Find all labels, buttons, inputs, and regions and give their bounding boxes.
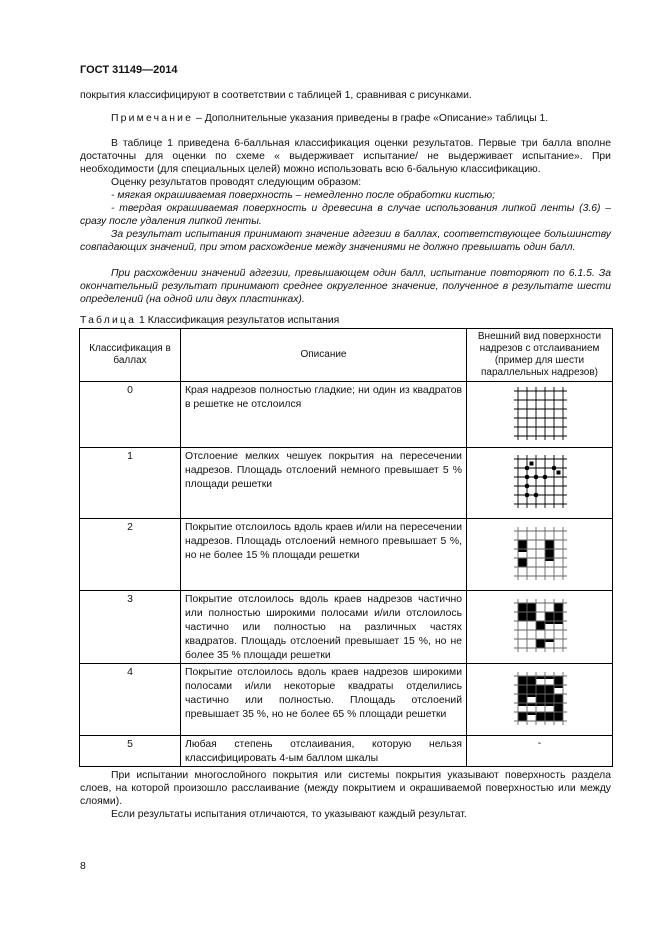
- score-cell: 2: [80, 519, 181, 591]
- peeled-area: [554, 712, 563, 721]
- peeled-edge: [527, 712, 536, 715]
- description-cell: Покрытие отслоилось вдоль краев и/или на пересечении надрезов. Площадь отслоений немного превышает 5 %, но не более 15 % площади решетки: [181, 519, 467, 591]
- peeled-area: [536, 621, 545, 630]
- peeled-area: [527, 612, 536, 621]
- peeled-area: [554, 703, 563, 712]
- table-caption: [80, 314, 339, 327]
- crosscut-grid-illustration: [510, 595, 570, 655]
- intro-paragraph: покрытия классифицируют в соответствии с таблицей 1, сравнивая с рисунками.: [80, 90, 472, 101]
- note-label: Примечание: [111, 113, 194, 124]
- appearance-cell: [467, 382, 613, 448]
- peeled-area: [545, 540, 554, 549]
- list-item-1: - мягкая окрашиваемая поверхность – немедленно после обработки кистью;: [111, 190, 495, 201]
- table-caption-label: Таблица: [80, 315, 137, 326]
- table-row: [80, 382, 613, 448]
- peeled-edge: [554, 685, 563, 688]
- peeled-area: [545, 712, 554, 721]
- paragraph-5: При испытании многослойного покрытия или системы покрытия указывают поверхность раздела слоев, на которой произошло расслаивание (между покрытием и окрашиваемой поверхностью или между слоями).: [80, 770, 611, 807]
- list-item-2: - твердая окрашиваемая поверхность и древесина в случае использования липкой ленты (3.6) – сразу после удаления липкой ленты.: [80, 203, 611, 227]
- peeled-edge: [545, 676, 554, 679]
- peeled-edge: [545, 558, 554, 561]
- peeled-edge: [536, 703, 545, 706]
- appearance-cell: [467, 519, 613, 591]
- score-cell: 5: [80, 736, 181, 767]
- peeled-area: [518, 694, 527, 703]
- peeled-area: [556, 471, 560, 475]
- paragraph-4: При расхождении значений адгезии, превышающем один балл, испытание повторяют по 6.1.5. За окончательный результат принимают среднее округленное значение, полученное в результате шести определений (на одной или двух пластинках).: [80, 268, 611, 305]
- peeled-area: [529, 462, 533, 466]
- table-row: [80, 448, 613, 519]
- description-cell: Края надрезов полностью гладкие; ни один из квадратов в решетке не отслоился: [181, 382, 467, 448]
- description-cell: Отслоение мелких чешуек покрытия на пересечении надрезов. Площадь отслоений немного превышает 5 % площади решетки: [181, 448, 467, 519]
- description-cell: Покрытие отслоилось вдоль краев надрезов широкими полосами и/или некоторые квадраты отделились частично или полностью. Площадь отслоений превышает 35 %, но не более 65 % площади решетки: [181, 664, 467, 736]
- peeled-area: [518, 612, 527, 621]
- peeled-area: [518, 712, 527, 721]
- table-row: [80, 736, 613, 767]
- header-score: Классификация в баллах: [80, 329, 181, 382]
- document-header: ГОСТ 31149—2014: [80, 64, 178, 76]
- peeled-edge: [545, 639, 554, 642]
- table-caption-text: 1 Классификация результатов испытания: [136, 315, 340, 326]
- paragraph-1: В таблице 1 приведена 6-балльная классификация оценки результатов. Первые три балла вполне достаточны для оценки по схеме « выдерживает испытание/ не выдерживает испытание». При необходимости (для специальных целей) можно использовать всю 6-бальную классификацию.: [80, 138, 611, 175]
- crosscut-grid-illustration: [510, 523, 570, 583]
- table-header-row: [80, 329, 613, 382]
- crosscut-grid-illustration: [510, 451, 570, 511]
- peeled-area: [518, 603, 527, 612]
- peeled-area: [518, 685, 527, 694]
- appearance-cell: [467, 664, 613, 736]
- peeled-area: [554, 612, 563, 621]
- peeled-area: [527, 603, 536, 612]
- peeled-area: [536, 694, 545, 703]
- peeled-area: [554, 694, 563, 703]
- peeled-edge: [527, 703, 536, 706]
- header-description: Описание: [181, 329, 467, 382]
- classification-table: [79, 328, 613, 767]
- peeled-area: [554, 676, 563, 685]
- peeled-edge: [527, 694, 536, 697]
- paragraph-6: Если результаты испытания отличаются, то указывают каждый результат.: [111, 809, 467, 820]
- page-number: 8: [80, 861, 86, 872]
- table-row: [80, 664, 613, 736]
- table-row: [80, 591, 613, 664]
- peeled-area: [554, 603, 563, 612]
- peeled-area: [527, 676, 536, 685]
- appearance-cell: [467, 591, 613, 664]
- peeled-area: [518, 676, 527, 685]
- score-cell: 1: [80, 448, 181, 519]
- peeled-area: [536, 685, 545, 694]
- paragraph-2: Оценку результатов проводят следующим образом:: [111, 177, 362, 188]
- peeled-edge: [545, 703, 554, 706]
- peeled-area: [545, 549, 554, 558]
- peeled-area: [527, 685, 536, 694]
- header-appearance: Внешний вид поверхности надрезов с отслаиванием (пример для шести параллельных надрезов): [467, 329, 613, 382]
- peeled-area: [536, 639, 545, 648]
- peeled-edge: [554, 621, 563, 624]
- crosscut-grid-illustration: [510, 383, 570, 443]
- appearance-cell: [467, 448, 613, 519]
- peeled-edge: [518, 549, 527, 552]
- peeled-area: [536, 712, 545, 721]
- peeled-edge: [518, 703, 527, 706]
- paragraph-3: За результат испытания принимают значение адгезии в баллах, соответствующее большинству совпадающих значений, при этом расхождение между значениями не должно превышать один балл.: [80, 229, 611, 253]
- score-cell: 3: [80, 591, 181, 664]
- peeled-edge: [536, 676, 545, 679]
- crosscut-grid-illustration: [510, 668, 570, 728]
- peeled-area: [545, 612, 554, 621]
- appearance-cell: -: [467, 736, 613, 767]
- score-cell: 0: [80, 382, 181, 448]
- note-text: – Дополнительные указания приведены в графе «Описание» таблицы 1.: [193, 113, 549, 124]
- description-cell: Любая степень отслаивания, которую нельзя классифицировать 4-ым баллом шкалы: [181, 736, 467, 767]
- note: [80, 112, 611, 125]
- description-cell: Покрытие отслоилось вдоль краев надрезов частично или полностью широкими полосами и/или отслоилось частично или полностью на различных частях квадратов. Площадь отслоений превышает 15 %, но не более 35 % площади решетки: [181, 591, 467, 664]
- score-cell: 4: [80, 664, 181, 736]
- peeled-area: [545, 694, 554, 703]
- peeled-area: [545, 685, 554, 694]
- peeled-edge: [545, 621, 554, 624]
- table-row: [80, 519, 613, 591]
- peeled-area: [518, 540, 527, 549]
- peeled-area: [518, 558, 527, 567]
